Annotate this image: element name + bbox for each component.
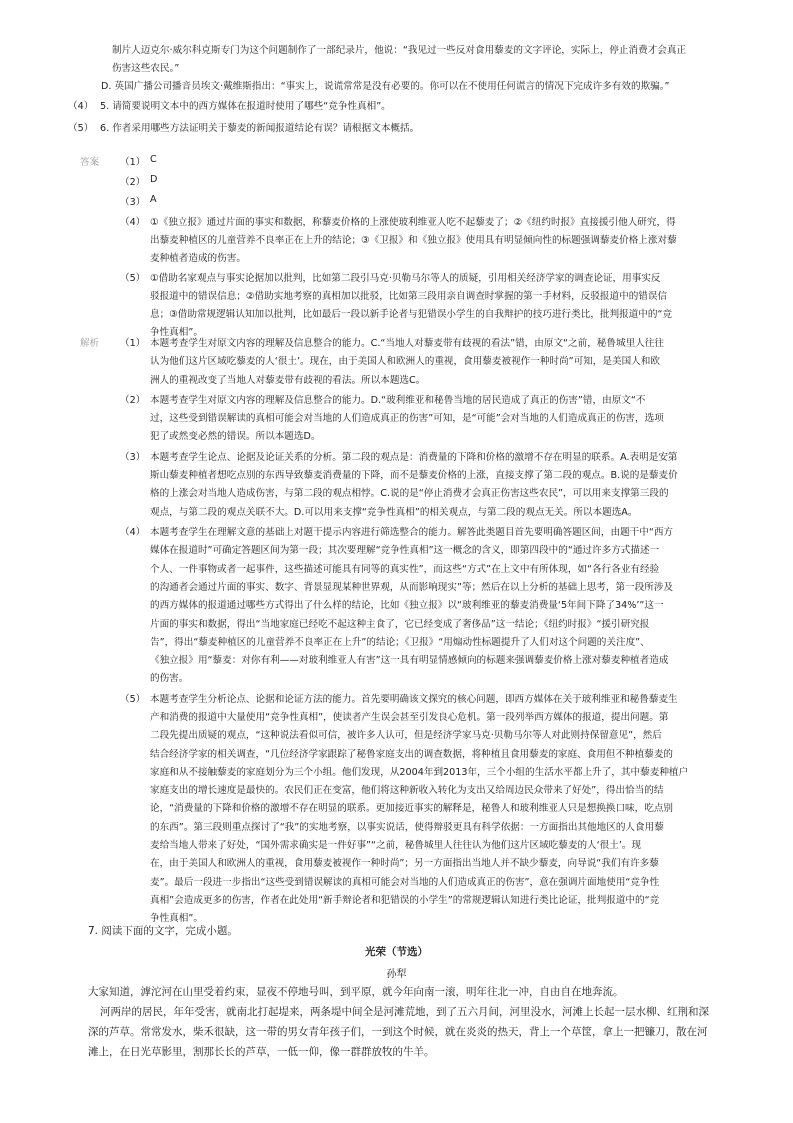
- top-line-1: 制片人迈克尔·威尔科克斯专门为这个问题制作了一部纪录片，他说：“我见过一些反对食用藜麦的文字评论，实际上，停止消费才会真正: [112, 45, 687, 56]
- item-line: 洲人的重视改变了当地人对藜麦带有歧视的看法。所以本题选C。: [150, 374, 426, 386]
- item-line: 论，“消费量的下降和价格的激增不存在明显的联系。更加接近事实的解释是，秘鲁人和玻利维亚人只是想换换口味，吃点别: [150, 803, 674, 815]
- item-line: C: [150, 154, 157, 165]
- item-line: 麦”。最后一段进一步指出“这些受到错误解读的真相可能会对当地的人们造成真正的伤害”，意在强调片面地使用“竞争性: [150, 876, 660, 888]
- passage-paragraph-2: 河两岸的居民，年年受害，就南北打起堤来，两条堤中间全是河滩荒地，到了五六月间，河里没水，河滩上长起一层水柳、红荆和深深的芦草。常常发水，柴禾很缺，这一带的男女青年孩子们，一到这个时候，就在炎炎的热天，背上一个草筐，拿上一把镰刀，散在河滩上，在日光草影里，割那长长的芦草，一低一仰，像一群群放牧的牛羊。: [88, 1006, 709, 1058]
- item-line: 二段先提出质疑的观点，“这种说法看似可信，被许多人认可，但是经济学家马克·贝勒马尔等人对此则持保留意见”，然后: [150, 730, 662, 742]
- item-number: （1）: [120, 157, 146, 168]
- item-line: 家庭支出的增长速度是最快的。农民们正在变富，他们将这种新收入转化为支出又给周边民众带来了好处”，得出恰当的结: [150, 785, 664, 797]
- item-line: 斯山藜麦种植者想吃点别的东西导致藜麦消费量的下降，而不是藜麦价格的上涨，直接支撑了第二段的观点。B.说的是藜麦价: [150, 470, 678, 482]
- question-4: [68, 98, 748, 116]
- item-line: 本题考查学生论点、论据及论证关系的分析。第二段的观点是：消费量的下降和价格的激增不存在明显的联系。A.表明是安第: [150, 451, 678, 463]
- section7-heading: 7. 阅读下面的文字，完成小题。: [88, 925, 238, 937]
- item-line: 犯了或然变必然的错误。所以本题选D。: [150, 431, 321, 443]
- item-line: 过，这些受到错误解读的真相可能会对当地的人们造成真正的伤害”可知，是“可能”会对当地的人们造成真正的伤害，选项: [150, 413, 664, 425]
- item-number: （2）: [120, 394, 146, 406]
- item-line: 在，由于美国人和欧洲人的重视，食用藜麦被视作一种时尚”；另一方面指出当地人并不缺少藜麦，向导说“我们有许多藜: [150, 858, 659, 870]
- top-line-2: 伤害这些农民。”: [112, 62, 180, 74]
- item-line: A: [150, 194, 157, 205]
- item-line: 本题考查学生对原文内容的理解及信息整合的能力。D.“玻利维亚和秘鲁当地的居民造成了真正的伤害”错，由原文“不: [150, 394, 646, 406]
- item-number: （3）: [120, 451, 146, 463]
- item-line: 的沟通者会通过片面的事实、数字、背景显现某种世界观，从而影响现实”等；然后在以上分析的基础上思考，第一段所涉及: [150, 581, 674, 593]
- item-line: 告”，得出“藜麦种植区的儿童营养不良率正在上升”的结论；《卫报》“用煽动性标题提升了人们对这个问题的关注度”、: [150, 636, 650, 648]
- item-line: ①《独立报》通过片面的事实和数据，称藜麦价格的上涨使玻利维亚人吃不起藜麦了；②《纽约时报》直接援引他人研究，得: [150, 217, 676, 228]
- item-number: （3）: [120, 197, 146, 208]
- passage-title: 光荣（节选）: [365, 946, 428, 958]
- item-line: 个人、一件事物或者一起事件，这些描述可能具有同等的真实性”，而这些“方式”在上文中有所体现，如“各行各业有经验: [150, 563, 660, 575]
- item-line: 息；③借助常规逻辑认知加以批判，比如最后一段以新手论者与犯错误小学生的自我辩护的技巧进行类比，批判报道中的“竞: [150, 309, 673, 320]
- item-line: 认为他们这片区域吃藜麦的人‘很土’。现在，由于美国人和欧洲人的重视，食用藜麦被视作一种时尚”可知，是美国人和欧: [150, 356, 660, 368]
- item-line: 本题考查学生分析论点、论据和论证方法的能力。首先要明确该文探究的核心问题，即西方媒体在关于玻利维亚和秘鲁藜麦生: [150, 693, 678, 705]
- item-line: 家庭和从不接触藜麦的家庭划分为三个小组。他们发现，从2004年到2013年，三个小组的生活水平都上升了，其中藜麦种植户: [150, 766, 689, 778]
- item-line: 出藜麦种植区的儿童营养不良率正在上升的结论；③《卫报》和《独立报》使用具有明显倾向性的标题强调藜麦价格上涨对藜: [150, 235, 677, 246]
- item-line: 本题考查学生对原文内容的理解及信息整合的能力。C.“当地人对藜麦带有歧视的看法”错，由原文“之前，秘鲁城里人往往: [150, 338, 664, 349]
- item-line: 格的上涨会对当地人造成伤害，与第二段的观点相悖。C.说的是“停止消费才会真正伤害这些农民”，可以用来支撑第三段的: [150, 488, 669, 500]
- item-line: 麦种植者造成的伤害。: [150, 253, 246, 264]
- analysis-label: 解析: [80, 338, 100, 349]
- item-number: （5）: [120, 273, 146, 284]
- item-line: 驳报道中的错误信息；②借助实地考察的真相加以批驳，比如第三段用亲自调查时掌握的第一手材料，反驳报道中的错误信: [150, 291, 668, 302]
- item-line: 片面的事实和数据，得出“当地家庭已经吃不起这种主食了，它已经变成了奢侈品”这一结论；《纽约时报》“援引研究报: [150, 618, 650, 630]
- item-line: 麦给当地人带来了好处，“国外需求确实是一件好事”“之前，秘鲁城里人往往认为他们这片区域吃藜麦的人‘很土’。现: [150, 840, 642, 852]
- item-line: 产和消费的报道中大量使用“竞争性真相”，使读者产生误会甚至引发良心危机。第一段列举西方媒体的报道，提出问题。第: [150, 711, 669, 723]
- item-number: （4）: [120, 527, 146, 538]
- item-number: （2）: [120, 177, 146, 188]
- item-line: 媒体在报道时”可确定答题区间为第一段；其次要理解“竞争性真相”这一概念的含义，即第四段中的“通过许多方式描述一: [150, 545, 660, 557]
- passage-paragraph-1: 大家知道，滹沱河在山里受着约束，显夜不停地号叫，到平原，就今年向南一滚，明年往北一冲，自由自在地奔流。: [88, 986, 624, 998]
- item-line: ①借助名家观点与事实论据加以批判，比如第二段引马克·贝勒马尔等人的质疑，引用相关经济学家的调查论证，用事实反: [150, 273, 661, 284]
- item-line: 本题考查学生在理解文意的基础上对题干提示内容进行筛选整合的能力。解答此类题目首先要明确答题区间，由题干中“西方: [150, 527, 674, 538]
- question-number: （4）: [68, 101, 94, 112]
- passage-author: 孙犁: [386, 969, 407, 980]
- answer-label: 答案: [80, 157, 100, 168]
- question-text: 5. 请简要说明文本中的西方媒体在报道时使用了哪些“竞争性真相”。: [100, 101, 391, 112]
- item-number: （5）: [120, 693, 146, 705]
- item-number: （1）: [120, 338, 146, 349]
- item-line: 结合经济学家的相关调查，“几位经济学家跟踪了秘鲁家庭支出的调查数据，将种植且食用藜麦的家庭、食用但不种植藜麦的: [150, 748, 674, 760]
- item-line: 的西方媒体的报道通过哪些方式得出了什么样的结论，比如《独立报》以“玻利维亚的藜麦消费量‘5年间下降了34%’”这一: [150, 600, 664, 612]
- item-line: 的东西”。第三段则重点探讨了“我”的实地考察，以事实说话，使得辩驳更具有科学依据：一方面指出其他地区的人食用藜: [150, 821, 664, 833]
- item-line: 观点，与第二段的观点关联不大。D.可以用来支撑“竞争性真相”的相关观点，与第二段的观点无关。所以本题选A。: [150, 506, 638, 518]
- item-number: （4）: [120, 217, 146, 228]
- option-d: D. 英国广播公司播音员埃文·戴维斯指出：“事实上，说谎常常是没有必要的。你可以在不使用任何谎言的情况下完成许多有效的欺骗。”: [101, 81, 670, 92]
- item-line: 争性真相”。: [150, 327, 203, 338]
- item-line: 的伤害。: [150, 673, 189, 685]
- item-line: 真相”会造成更多的伤害，作者在此处用“新手辩论者和犯错误的小学生”的常规逻辑认知进行类比论证，批判报道中的“竞: [150, 894, 660, 906]
- item-line: D: [150, 174, 158, 185]
- question-text: 6. 作者采用哪些方法证明关于藜麦的新闻报道结论有误？请根据文本概括。: [100, 123, 420, 134]
- top-continuation: [112, 42, 732, 77]
- question-number: （5）: [68, 123, 94, 134]
- item-line: 争性真相”。: [150, 913, 203, 925]
- question-5: [68, 120, 748, 138]
- item-line: 《独立报》用“藜麦：对你有利——对玻利维亚人有害”这一具有明显情感倾向的标题来强调藜麦价格上涨对藜麦种植者造成: [150, 655, 669, 667]
